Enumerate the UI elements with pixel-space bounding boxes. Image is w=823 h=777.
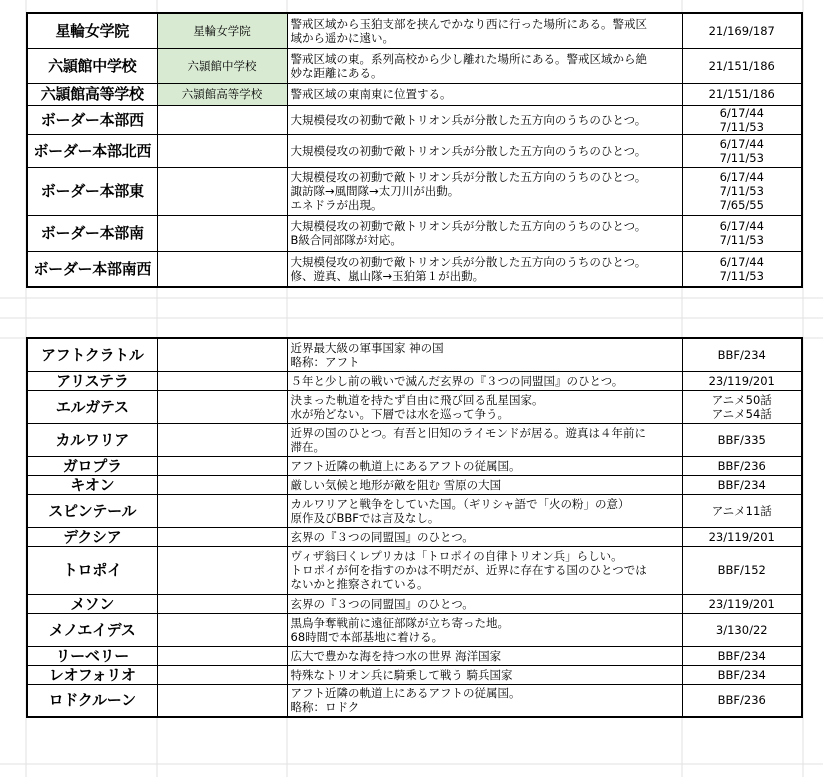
row-tag-cell[interactable] (157, 613, 287, 646)
row-tag-cell[interactable] (157, 423, 287, 456)
row-description-cell[interactable] (287, 390, 682, 423)
row-source-cell[interactable] (682, 594, 802, 613)
table-row (27, 423, 802, 456)
row-description-cell[interactable] (287, 371, 682, 390)
source-line: 6/17/44 (719, 170, 764, 184)
source-line: 23/119/201 (708, 529, 775, 544)
description-line: エネドラが出現。 (290, 198, 383, 212)
row-name-cell[interactable]: ボーダー本部南 (27, 215, 157, 251)
table-row (27, 48, 802, 83)
row-name-cell[interactable]: 六頴館中学校 (27, 48, 157, 83)
description-line: 決まった軌道を持たず自由に飛び回る乱星国家。 (290, 392, 544, 407)
row-tag-cell[interactable] (157, 646, 287, 665)
source-line: BBF/234 (717, 667, 766, 682)
row-description-cell[interactable] (287, 134, 682, 167)
row-tag-cell[interactable] (157, 527, 287, 546)
countries-table (26, 337, 803, 718)
row-name-cell[interactable]: デクシア (27, 527, 157, 546)
source-line: アニメ54話 (711, 406, 772, 421)
description-line: 広大で豊かな海を持つ水の世界 海洋国家 (290, 648, 502, 663)
row-name-cell[interactable]: 星輪女学院 (27, 13, 157, 48)
table-row (27, 594, 802, 613)
source-line: 7/11/53 (719, 184, 764, 198)
table-row (27, 527, 802, 546)
table-row (27, 665, 802, 684)
source-line: 7/11/53 (719, 268, 764, 283)
description-line: 大規模侵攻の初動で敵トリオン兵が分散した五方向のうちのひとつ。 (290, 112, 647, 127)
description-line: 大規模侵攻の初動で敵トリオン兵が分散した五方向のうちのひとつ。 (290, 170, 647, 184)
description-line: 水が殆どない。下層では水を巡って争う。 (290, 406, 509, 421)
row-description-cell[interactable] (287, 494, 682, 527)
row-source-cell[interactable] (682, 423, 802, 456)
row-name-cell[interactable]: トロポイ (27, 546, 157, 594)
description-line: 滞在。 (290, 439, 325, 454)
row-source-cell[interactable] (682, 83, 802, 105)
source-line: BBF/236 (717, 693, 766, 708)
row-tag-cell[interactable] (157, 134, 287, 167)
description-line: 警戒区域から玉狛支部を挟んでかなり西に行った場所にある。警戒区 (290, 16, 647, 31)
description-line: 近界最大級の軍事国家 神の国 (290, 340, 444, 355)
row-description-cell[interactable] (287, 423, 682, 456)
table-row (27, 456, 802, 475)
row-name-cell[interactable]: ボーダー本部東 (27, 167, 157, 215)
description-line: 厳しい気候と地形が敵を阻む 雪原の大国 (290, 477, 502, 492)
description-line: B級合同部隊が対応。 (290, 233, 402, 247)
description-line: 68時間で本部基地に着ける。 (290, 629, 444, 644)
row-tag-cell[interactable]: 六頴館高等学校 (157, 83, 287, 105)
source-line: BBF/236 (717, 458, 766, 473)
description-line: トロポイが何を指すのかは不明だが、近界に存在する国のひとつでは (290, 563, 647, 577)
description-line: 玄界の『３つの同盟国』のひとつ。 (290, 529, 474, 544)
row-source-cell[interactable] (682, 13, 802, 48)
row-source-cell[interactable] (682, 475, 802, 494)
row-tag-cell[interactable] (157, 456, 287, 475)
row-tag-cell[interactable] (157, 215, 287, 251)
source-line: 21/151/186 (708, 87, 775, 101)
table-row (27, 338, 802, 371)
source-line: 21/169/187 (708, 23, 775, 38)
row-source-cell[interactable] (682, 105, 802, 134)
table-row (27, 684, 802, 717)
source-line: 23/119/201 (708, 596, 775, 611)
source-line: BBF/335 (717, 432, 766, 447)
source-line: 7/65/55 (719, 198, 764, 212)
source-line: BBF/234 (717, 347, 766, 362)
row-description-cell[interactable] (287, 105, 682, 134)
row-name-cell[interactable]: ボーダー本部西 (27, 105, 157, 134)
row-tag-cell[interactable] (157, 390, 287, 423)
source-line: 7/11/53 (719, 233, 764, 247)
source-line: 7/11/53 (719, 119, 764, 134)
source-line: 23/119/201 (708, 373, 775, 388)
row-tag-cell[interactable] (157, 105, 287, 134)
description-line: 大規模侵攻の初動で敵トリオン兵が分散した五方向のうちのひとつ。 (290, 219, 647, 233)
source-line: 6/17/44 (719, 254, 764, 269)
description-line: ヴィザ翁曰くレプリカは「トロポイの自律トリオン兵」らしい。 (290, 549, 623, 563)
table-row (27, 105, 802, 134)
row-source-cell[interactable] (682, 646, 802, 665)
row-description-cell[interactable] (287, 83, 682, 105)
description-line: 域から遥かに遠い。 (290, 30, 394, 45)
row-description-cell[interactable] (287, 215, 682, 251)
description-line: 大規模侵攻の初動で敵トリオン兵が分散した五方向のうちのひとつ。 (290, 143, 647, 158)
row-description-cell[interactable] (287, 646, 682, 665)
table-row (27, 251, 802, 287)
description-line: 黒鳥争奪戦前に遠征部隊が立ち寄った地。 (290, 615, 509, 630)
row-tag-cell[interactable] (157, 665, 287, 684)
row-name-cell[interactable]: レオフォリオ (27, 665, 157, 684)
row-name-cell[interactable]: キオン (27, 475, 157, 494)
row-description-cell[interactable] (287, 456, 682, 475)
row-source-cell[interactable] (682, 527, 802, 546)
description-line: 略称：ロドク (290, 700, 360, 715)
description-line: 玄界の『３つの同盟国』のひとつ。 (290, 596, 474, 611)
row-description-cell[interactable] (287, 684, 682, 717)
table-row (27, 13, 802, 48)
table-row (27, 167, 802, 215)
row-source-cell[interactable] (682, 251, 802, 287)
row-description-cell[interactable] (287, 613, 682, 646)
source-line: 21/151/186 (708, 58, 775, 73)
row-tag-cell[interactable]: 六頴館中学校 (157, 48, 287, 83)
description-line: ないかと推察されている。 (290, 577, 429, 591)
row-tag-cell[interactable] (157, 594, 287, 613)
table-row (27, 646, 802, 665)
description-line: ５年と少し前の戦いで滅んだ玄界の『３つの同盟国』のひとつ。 (290, 373, 624, 388)
row-name-cell[interactable]: ガロプラ (27, 456, 157, 475)
description-line: アフト近隣の軌道上にあるアフトの従属国。 (290, 458, 521, 473)
table-row (27, 494, 802, 527)
row-source-cell[interactable] (682, 456, 802, 475)
table-row (27, 371, 802, 390)
table-row (27, 83, 802, 105)
row-source-cell[interactable] (682, 48, 802, 83)
source-line: アニメ50話 (711, 392, 772, 407)
description-line: 特殊なトリオン兵に騎乗して戦う 騎兵国家 (290, 667, 513, 682)
row-tag-cell[interactable] (157, 546, 287, 594)
row-tag-cell[interactable] (157, 338, 287, 371)
row-source-cell[interactable] (682, 546, 802, 594)
row-name-cell[interactable]: メソン (27, 594, 157, 613)
row-name-cell[interactable]: カルワリア (27, 423, 157, 456)
row-name-cell[interactable]: エルガテス (27, 390, 157, 423)
table-row (27, 475, 802, 494)
row-description-cell[interactable] (287, 527, 682, 546)
row-source-cell[interactable] (682, 338, 802, 371)
row-source-cell[interactable] (682, 215, 802, 251)
row-name-cell[interactable]: ボーダー本部北西 (27, 134, 157, 167)
row-tag-cell[interactable] (157, 475, 287, 494)
description-line: 近界の国のひとつ。有吾と旧知のライモンドが居る。遊真は４年前に (290, 425, 646, 440)
row-description-cell[interactable] (287, 594, 682, 613)
row-tag-cell[interactable]: 星輪女学院 (157, 13, 287, 48)
row-source-cell[interactable] (682, 494, 802, 527)
row-tag-cell[interactable] (157, 494, 287, 527)
source-line: 6/17/44 (719, 136, 764, 151)
description-line: 原作及びBBFでは言及なし。 (290, 510, 440, 525)
description-line: 諏訪隊→風間隊→太刀川が出動。 (290, 184, 460, 198)
description-line: 略称：アフト (290, 354, 360, 369)
source-line: BBF/234 (717, 648, 766, 663)
table-row (27, 215, 802, 251)
row-description-cell[interactable] (287, 475, 682, 494)
description-line: カルワリアと戦争をしていた国。（ギリシャ語で「火の粉」の意） (290, 496, 630, 511)
description-line: 妙な距離にある。 (290, 65, 383, 80)
row-description-cell[interactable] (287, 338, 682, 371)
table-row (27, 134, 802, 167)
row-name-cell[interactable]: アリステラ (27, 371, 157, 390)
row-source-cell[interactable] (682, 371, 802, 390)
table-row (27, 613, 802, 646)
description-line: 警戒区域の東。系列高校から少し離れた場所にある。警戒区域から絶 (290, 51, 647, 66)
locations-table (26, 12, 803, 288)
row-description-cell[interactable] (287, 48, 682, 83)
source-line: 6/17/44 (719, 105, 764, 120)
row-name-cell[interactable]: リーベリー (27, 646, 157, 665)
row-description-cell[interactable] (287, 13, 682, 48)
row-source-cell[interactable] (682, 390, 802, 423)
row-description-cell[interactable] (287, 665, 682, 684)
row-source-cell[interactable] (682, 665, 802, 684)
row-name-cell[interactable]: スピンテール (27, 494, 157, 527)
row-tag-cell[interactable] (157, 371, 287, 390)
row-source-cell[interactable] (682, 167, 802, 215)
source-line: BBF/152 (717, 563, 766, 577)
description-line: 警戒区域の東南東に位置する。 (290, 87, 452, 101)
row-source-cell[interactable] (682, 684, 802, 717)
row-name-cell[interactable]: 六頴館高等学校 (27, 83, 157, 105)
row-description-cell[interactable] (287, 546, 682, 594)
row-source-cell[interactable] (682, 134, 802, 167)
row-name-cell[interactable]: メノエイデス (27, 613, 157, 646)
table-row (27, 390, 802, 423)
row-tag-cell[interactable] (157, 167, 287, 215)
description-line: 修、遊真、嵐山隊→玉狛第１が出動。 (290, 268, 485, 283)
row-tag-cell[interactable] (157, 251, 287, 287)
row-description-cell[interactable] (287, 167, 682, 215)
table-row (27, 546, 802, 594)
source-line: 3/130/22 (715, 622, 768, 637)
row-name-cell[interactable]: ボーダー本部南西 (27, 251, 157, 287)
source-line: アニメ11話 (711, 503, 772, 518)
source-line: 7/11/53 (719, 150, 764, 165)
row-tag-cell[interactable] (157, 684, 287, 717)
row-source-cell[interactable] (682, 613, 802, 646)
row-name-cell[interactable]: ロドクルーン (27, 684, 157, 717)
description-line: 大規模侵攻の初動で敵トリオン兵が分散した五方向のうちのひとつ。 (290, 254, 647, 269)
row-name-cell[interactable]: アフトクラトル (27, 338, 157, 371)
description-line: アフト近隣の軌道上にあるアフトの従属国。 (290, 686, 521, 701)
source-line: 6/17/44 (719, 219, 764, 233)
source-line: BBF/234 (717, 477, 766, 492)
row-description-cell[interactable] (287, 251, 682, 287)
